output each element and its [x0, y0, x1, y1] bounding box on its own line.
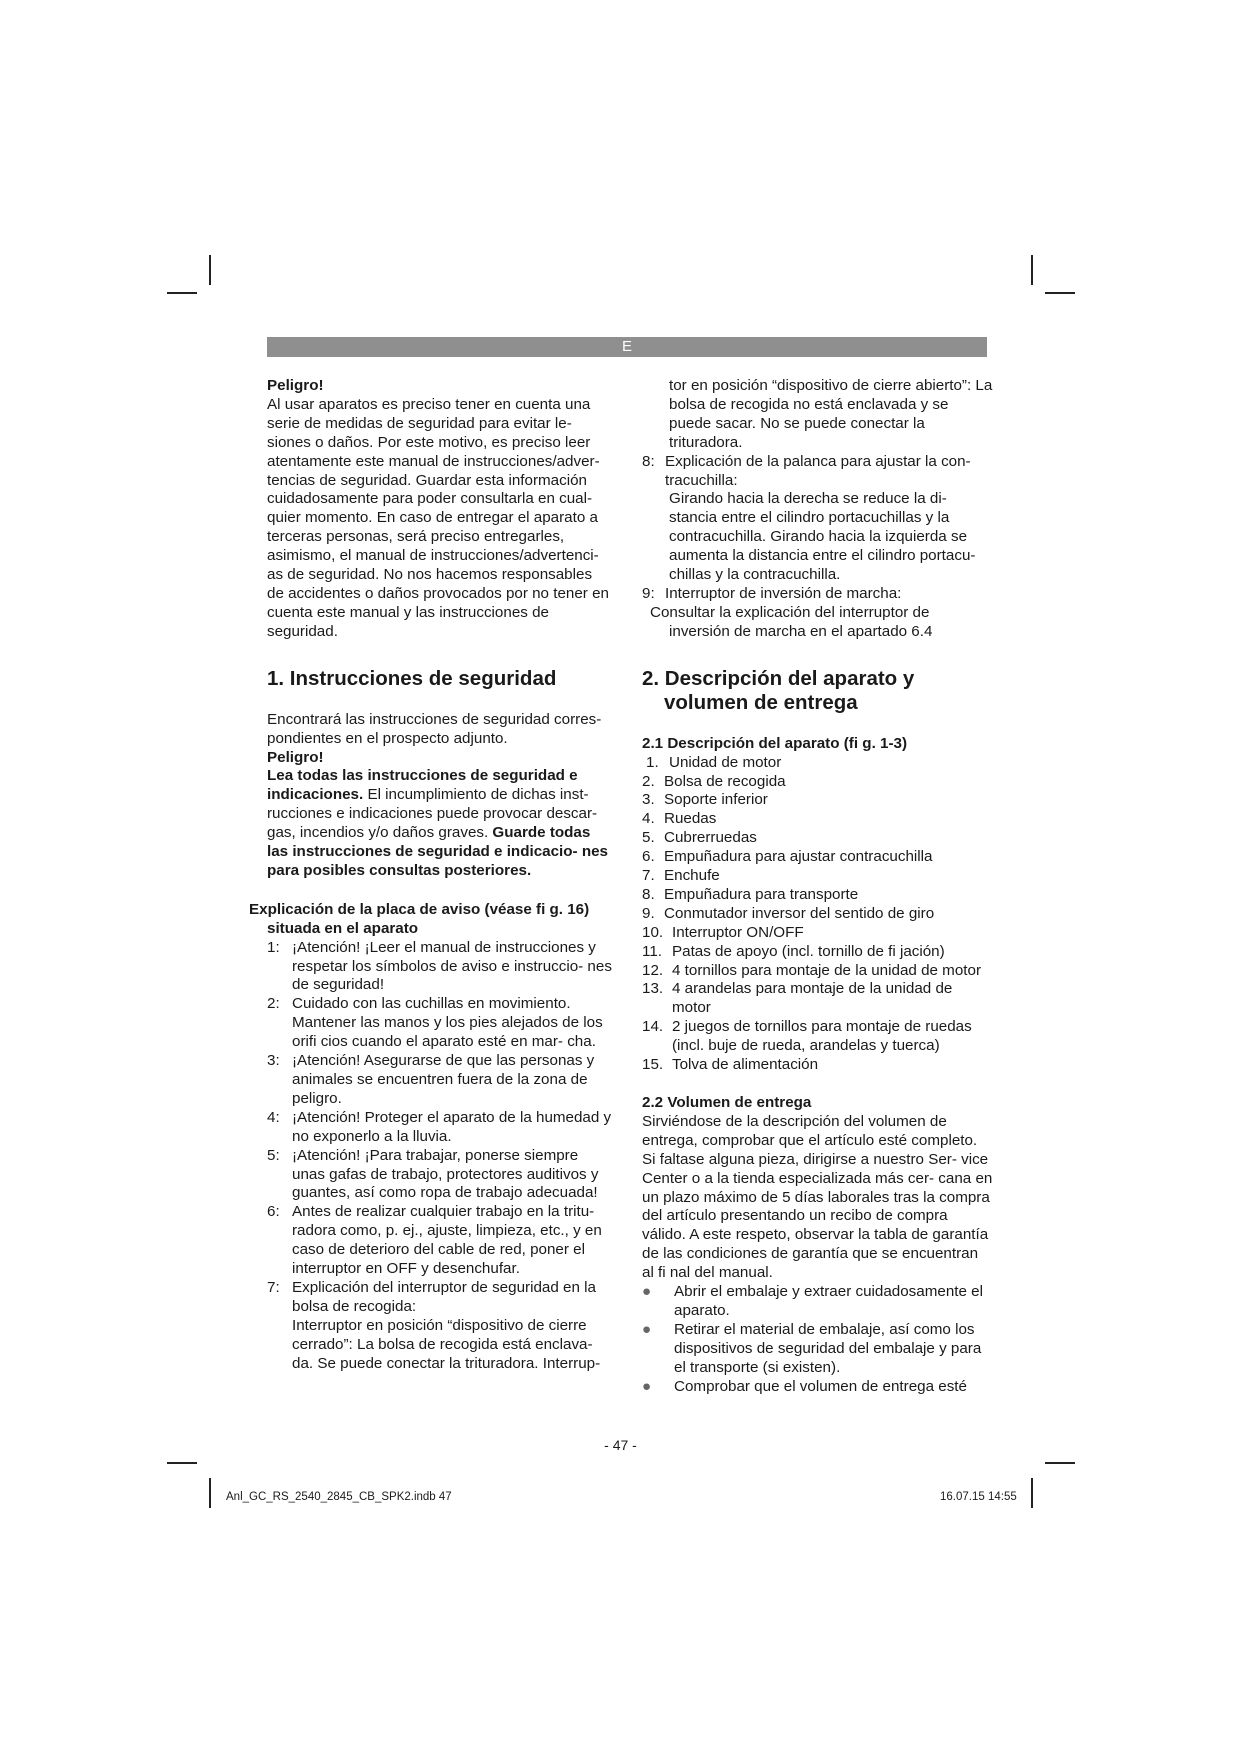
- item-text: Unidad de motor: [669, 753, 782, 771]
- item-text: Patas de apoyo (incl. tornillo de fi jación): [672, 942, 945, 960]
- item-text: 4 arandelas para montaje de la unidad de motor: [672, 980, 953, 1017]
- item-number: 14.: [642, 1018, 664, 1036]
- item-number: 9:: [642, 584, 655, 602]
- bullet-icon: ●: [642, 1283, 652, 1301]
- item-text: Conmutador inversor del sentido de giro: [664, 904, 935, 922]
- list-item: [642, 773, 994, 792]
- item-text: Enchufe: [664, 867, 720, 885]
- item-text: Interruptor de inversión de marcha:: [665, 584, 902, 602]
- plate-item: [267, 995, 612, 1052]
- plate-list: [267, 939, 612, 1374]
- right-column: [642, 377, 994, 1397]
- bullet-item: [642, 1283, 994, 1321]
- item-text: Explicación del interruptor de seguridad en la bolsa de recogida:: [292, 1278, 596, 1315]
- bullet-text: Comprobar que el volumen de entrega esté: [674, 1377, 967, 1395]
- item-number: 5.: [642, 829, 655, 847]
- item-number: 2:: [267, 995, 280, 1013]
- item-number: 4.: [642, 810, 655, 828]
- section-1-title: 1. Instrucciones de seguridad: [267, 666, 557, 690]
- section-2-title-line-2: volumen de entrega: [664, 690, 858, 714]
- item-number: 1:: [267, 938, 280, 956]
- section-2-2-text: Sirviéndose de la descripción del volumen de entrega, comprobar que el artículo esté completo. Si faltase alguna pieza, dirigirse a nuestro Ser- vice Center o a la tienda especializada más cer- cana en un plazo máximo de 5 días laborales tras la compra del artículo presentando un recibo de compra válido. A este respeto, observar la tabla de garantía de las condiciones de garantía que se encuentran al fi nal del manual.: [642, 1112, 993, 1282]
- item-number: 4:: [267, 1108, 280, 1126]
- crop-mark: [1031, 255, 1033, 285]
- item-number: 3:: [267, 1052, 280, 1070]
- language-bar: E: [267, 337, 987, 357]
- item-number: 10.: [642, 923, 664, 941]
- item-number: 3.: [642, 791, 655, 809]
- section-1-intro: Encontrará las instrucciones de seguridad corres- pondientes en el prospecto adjunto.: [267, 710, 602, 747]
- item-number: 9.: [642, 904, 655, 922]
- list-item: [642, 962, 994, 981]
- item-number: 12.: [642, 961, 664, 979]
- item-text: 2 juegos de tornillos para montaje de ruedas (incl. buje de rueda, arandelas y tuerca): [672, 1018, 972, 1055]
- bullet-item: [642, 1378, 994, 1397]
- crop-mark: [1045, 1462, 1075, 1464]
- item-number: 2.: [642, 772, 655, 790]
- list-item: [642, 1056, 994, 1075]
- footer-datetime: 16.07.15 14:55: [940, 1491, 1017, 1503]
- danger-title: Peligro!: [267, 377, 324, 394]
- section-1-danger: Peligro!: [267, 748, 324, 766]
- section-2-title-line-1: 2. Descripción del aparato y: [642, 666, 915, 690]
- item-text: Interruptor en posición “dispositivo de cierre cerrado”: La bolsa de recogida está enclava- da. Se puede conectar la trituradora. Interrup-: [292, 1316, 601, 1372]
- plate-item-sub: [267, 1317, 612, 1374]
- item-number: 6.: [642, 848, 655, 866]
- item-number: 11.: [642, 942, 662, 960]
- page-number: - 47 -: [604, 1437, 637, 1453]
- list-item: [642, 1018, 994, 1056]
- left-column: [249, 377, 612, 1374]
- list-item: [642, 980, 994, 1018]
- list-item: [642, 829, 994, 848]
- list-item: [642, 943, 994, 962]
- list-item: [642, 905, 994, 924]
- item-text: ¡Atención! ¡Leer el manual de instrucciones y respetar los símbolos de aviso e instruccio- nes de seguridad!: [292, 938, 612, 994]
- plate-item: [267, 1109, 612, 1147]
- plate-item: [642, 453, 994, 491]
- item-9-sub: Consultar la explicación del interruptor de inversión de marcha en el apartado 6.4: [650, 603, 933, 640]
- parts-list: [642, 754, 994, 1075]
- plate-item: [267, 1279, 612, 1317]
- plate-item: [267, 1203, 612, 1279]
- item-number: 8:: [642, 452, 655, 470]
- item-text: Cuidado con las cuchillas en movimiento. Mantener las manos y los pies alejados de los orifi cios cuando el aparato esté en mar- cha.: [292, 995, 603, 1051]
- item-text: Explicación de la palanca para ajustar la con- tracuchilla:: [665, 452, 971, 489]
- footer-file: Anl_GC_RS_2540_2845_CB_SPK2.indb 47: [226, 1491, 452, 1503]
- crop-mark: [1045, 292, 1075, 294]
- item-text: Interruptor ON/OFF: [672, 923, 804, 941]
- crop-mark: [1031, 1478, 1033, 1508]
- item-text: ¡Atención! Asegurarse de que las personas y animales se encuentren fuera de la zona de peligro.: [292, 1052, 595, 1107]
- bullet-list: [642, 1283, 994, 1396]
- item-number: 5:: [267, 1146, 280, 1164]
- item-number: 1.: [646, 753, 659, 771]
- crop-mark: [167, 1462, 197, 1464]
- plate-item: [642, 585, 994, 604]
- warning-bold-1: Lea todas las instrucciones de seguridad e indicaciones.: [267, 767, 578, 804]
- crop-mark: [209, 255, 211, 285]
- list-item: [642, 867, 994, 886]
- bullet-text: Retirar el material de embalaje, así como los dispositivos de seguridad del embalaje y para el transporte (si existen).: [674, 1320, 982, 1376]
- section-1-warning: [267, 767, 612, 880]
- bullet-text: Abrir el embalaje y extraer cuidadosamente el aparato.: [674, 1283, 983, 1319]
- item-text: Cubrerruedas: [664, 829, 757, 847]
- bullet-icon: ●: [642, 1377, 652, 1395]
- item-text: Soporte inferior: [664, 791, 768, 809]
- item-text: Bolsa de recogida: [664, 772, 786, 790]
- item-number: 15.: [642, 1056, 664, 1074]
- item-text: Empuñadura para ajustar contracuchilla: [664, 848, 933, 866]
- list-item: [642, 848, 994, 867]
- section-2-title: [642, 667, 994, 715]
- item-text: ¡Atención! ¡Para trabajar, ponerse siempre unas gafas de trabajo, protectores auditivos y guantes, así como ropa de trabajo adecuada!: [292, 1146, 599, 1202]
- item-text: Antes de realizar cualquier trabajo en la tritu- radora como, p. ej., ajuste, limpieza, etc., y en caso de deterioro del cable de red, poner el interruptor en OFF y desenchufar.: [292, 1203, 602, 1278]
- item-text: Empuñadura para transporte: [664, 885, 859, 903]
- plate-item: [267, 939, 612, 996]
- item-text: Tolva de alimentación: [672, 1056, 819, 1074]
- warning-text: El incumplimiento de dichas inst- rucciones e indicaciones puede provocar descar- gas, incendios y/o daños graves.: [267, 786, 598, 842]
- continued-text: tor en posición “dispositivo de cierre abierto”: La bolsa de recogida no está enclavada y se puede sacar. No se puede conectar la trituradora.: [669, 377, 993, 451]
- item-text: Ruedas: [664, 810, 717, 828]
- plate-title: Explicación de la placa de aviso (véase fi g. 16) situada en el aparato: [249, 900, 590, 937]
- crop-mark: [167, 292, 197, 294]
- item-number: 7.: [642, 867, 655, 885]
- plate-item: [267, 1052, 612, 1109]
- section-2-2-title: 2.2 Volumen de entrega: [642, 1094, 812, 1111]
- item-number: 8.: [642, 885, 655, 903]
- item-8-sub: Girando hacia la derecha se reduce la di- stancia entre el cilindro portacuchillas y la contracuchilla. Girando hacia la izquierda se aumenta la distancia entre el cilindro portacu- chillas y la contracuchilla.: [669, 490, 976, 584]
- list-item: [642, 886, 994, 905]
- plate-item: [267, 1147, 612, 1204]
- crop-mark: [209, 1478, 211, 1508]
- list-item: [642, 810, 994, 829]
- section-2-1-title: 2.1 Descripción del aparato (fi g. 1-3): [642, 734, 908, 752]
- bullet-item: [642, 1321, 994, 1378]
- item-text: ¡Atención! Proteger el aparato de la humedad y no exponerlo a la lluvia.: [292, 1108, 612, 1145]
- item-number: 6:: [267, 1203, 280, 1221]
- item-number: 7:: [267, 1278, 280, 1296]
- warning-bold-2: Guarde todas las instrucciones de seguridad e indicacio- nes para posibles consultas posteriores.: [267, 824, 608, 879]
- list-item: [642, 791, 994, 810]
- danger-text: Al usar aparatos es preciso tener en cuenta una serie de medidas de seguridad para evitar le- siones o daños. Por este motivo, es preciso leer atentamente este manual de instrucciones/adver- tencias de seguridad. Guardar esta información cuidadosamente para poder consultarla en cual- quier momento. En caso de entregar el aparato a terceras personas, será preciso entregarles, asimismo, el manual de instrucciones/advertenci- as de seguridad. No nos hacemos responsables de accidentes o daños provocados por no tener en cuenta este manual y las instrucciones de seguridad.: [267, 395, 609, 640]
- list-item: [642, 754, 994, 773]
- item-text: 4 tornillos para montaje de la unidad de motor: [672, 961, 982, 979]
- list-item: [642, 924, 994, 943]
- item-number: 13.: [642, 980, 664, 998]
- bullet-icon: ●: [642, 1320, 652, 1338]
